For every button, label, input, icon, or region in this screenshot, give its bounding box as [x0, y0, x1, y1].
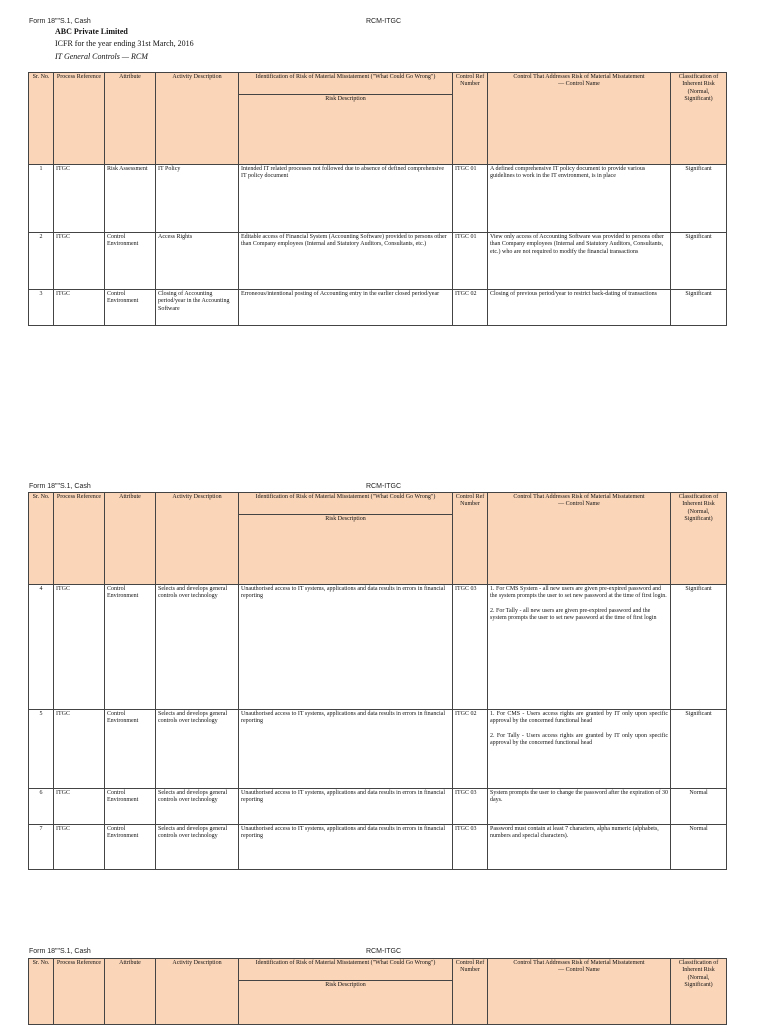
row-process: ITGC	[54, 165, 105, 233]
row-attribute: Control Environment	[105, 233, 156, 290]
table-row	[29, 233, 727, 290]
header-activity: Activity Description	[156, 959, 239, 1025]
row-activity: Access Rights	[156, 233, 239, 290]
header-control-ref: Control Ref Number	[453, 959, 488, 1025]
header-control-name: — Control Name	[558, 501, 600, 508]
table-row	[29, 825, 727, 870]
row-sr: 5	[29, 710, 54, 789]
row-activity: Selects and develops general controls over technology	[156, 585, 239, 710]
header-risk-desc: Risk Description	[239, 95, 453, 165]
rcm-table-1	[28, 72, 727, 326]
header-classification: Classification of Inherent Risk (Normal, Significant)	[671, 959, 727, 1025]
row-activity: IT Policy	[156, 165, 239, 233]
header-risk-group: Identification of Risk of Material Misstatement ("What Could Go Wrong")	[239, 73, 453, 95]
header-control	[488, 493, 671, 585]
row-risk: Unauthorised access to IT systems, applications and data results in errors in financial reporting	[239, 585, 453, 710]
row-sr: 1	[29, 165, 54, 233]
header-control-name: — Control Name	[558, 81, 600, 88]
report-period: ICFR for the year ending 31st March, 2016	[55, 39, 194, 48]
row-classification: Significant	[671, 233, 727, 290]
row-process: ITGC	[54, 710, 105, 789]
header-control-group: Control That Addresses Risk of Material Misstatement	[513, 74, 645, 80]
header-process-ref: Process Reference	[54, 73, 105, 165]
header-control	[488, 73, 671, 165]
control-para: Closing of previous period/year to restrict back-dating of transactions	[490, 291, 657, 297]
row-activity: Selects and develops general controls over technology	[156, 710, 239, 789]
control-para: Password must contain at least 7 characters, alpha numeric (alphabets, numbers and special characters).	[490, 826, 659, 840]
header-attribute: Attribute	[105, 493, 156, 585]
control-para: A defined comprehensive IT policy document to provide various guidelines to work in the IT environment, is in place	[490, 166, 646, 180]
row-classification: Normal	[671, 789, 727, 825]
header-attribute: Attribute	[105, 959, 156, 1025]
header-risk-desc: Risk Description	[239, 515, 453, 585]
header-risk-group: Identification of Risk of Material Misstatement ("What Could Go Wrong")	[239, 493, 453, 515]
row-control	[488, 290, 671, 326]
row-process: ITGC	[54, 290, 105, 326]
company-name: ABC Private Limited	[55, 27, 128, 36]
table-row	[29, 585, 727, 710]
header-risk-desc: Risk Description	[239, 981, 453, 1025]
table-header-row	[29, 73, 727, 95]
row-attribute: Control Environment	[105, 789, 156, 825]
row-control	[488, 789, 671, 825]
row-classification: Significant	[671, 165, 727, 233]
row-classification: Significant	[671, 585, 727, 710]
row-risk: Erroneous/intentional posting of Accounting entry in the earlier closed period/year	[239, 290, 453, 326]
doc-code: RCM-ITGC	[366, 18, 401, 25]
table-header-row	[29, 493, 727, 515]
row-classification: Normal	[671, 825, 727, 870]
rcm-table-2	[28, 492, 727, 870]
row-process: ITGC	[54, 825, 105, 870]
form-label: Form 18""S.1, Cash	[29, 18, 91, 25]
row-ref: ITGC 02	[453, 290, 488, 326]
table-row	[29, 165, 727, 233]
header-attribute: Attribute	[105, 73, 156, 165]
header-process-ref: Process Reference	[54, 959, 105, 1025]
control-para: 1. For CMS - Users access rights are granted by IT only upon specific approval by the concerned functional head	[490, 711, 668, 725]
table-row	[29, 290, 727, 326]
header-activity: Activity Description	[156, 493, 239, 585]
header-sr-no: Sr. No.	[29, 493, 54, 585]
row-sr: 6	[29, 789, 54, 825]
row-sr: 7	[29, 825, 54, 870]
row-risk: Intended IT related processes not followed due to absence of defined comprehensive IT policy document	[239, 165, 453, 233]
row-attribute: Control Environment	[105, 710, 156, 789]
row-sr: 4	[29, 585, 54, 710]
row-risk: Unauthorised access to IT systems, applications and data results in errors in financial reporting	[239, 789, 453, 825]
row-ref: ITGC 03	[453, 585, 488, 710]
row-control	[488, 165, 671, 233]
row-attribute: Control Environment	[105, 825, 156, 870]
row-ref: ITGC 03	[453, 789, 488, 825]
header-control-group: Control That Addresses Risk of Material Misstatement	[513, 494, 645, 500]
row-risk: Editable access of Financial System (Accounting Software) provided to persons other than Company employees (Internal and Statutory Auditors, Consultants, etc.)	[239, 233, 453, 290]
control-para: 1. For CMS System - all new users are given pre-expired password and the system prompts the user to set new password at the time of first login.	[490, 586, 667, 600]
header-control-name: — Control Name	[558, 967, 600, 974]
row-control	[488, 585, 671, 710]
table-row	[29, 710, 727, 789]
control-para: 2. For Tally - Users access rights are granted by IT only upon specific approval by the concerned functional head	[490, 732, 668, 746]
row-ref: ITGC 01	[453, 233, 488, 290]
header-control-ref: Control Ref Number	[453, 493, 488, 585]
table-row	[29, 789, 727, 825]
header-control-ref: Control Ref Number	[453, 73, 488, 165]
row-attribute: Control Environment	[105, 290, 156, 326]
row-ref: ITGC 02	[453, 710, 488, 789]
header-sr-no: Sr. No.	[29, 959, 54, 1025]
row-ref: ITGC 03	[453, 825, 488, 870]
row-attribute: Risk Assessment	[105, 165, 156, 233]
doc-code: RCM-ITGC	[366, 948, 401, 955]
row-risk: Unauthorised access to IT systems, applications and data results in errors in financial reporting	[239, 710, 453, 789]
control-para: 2. For Tally - all new users are given pre-expired password and the system prompts the user to set new password at the time of first login	[490, 607, 657, 621]
form-label: Form 18""S.1, Cash	[29, 948, 91, 955]
row-process: ITGC	[54, 233, 105, 290]
row-classification: Significant	[671, 710, 727, 789]
header-control	[488, 959, 671, 1025]
row-control	[488, 233, 671, 290]
row-process: ITGC	[54, 585, 105, 710]
header-control-group: Control That Addresses Risk of Material Misstatement	[513, 960, 645, 966]
form-label: Form 18""S.1, Cash	[29, 483, 91, 490]
header-process-ref: Process Reference	[54, 493, 105, 585]
header-activity: Activity Description	[156, 73, 239, 165]
rcm-table-3	[28, 958, 727, 1025]
row-activity: Selects and develops general controls over technology	[156, 789, 239, 825]
row-risk: Unauthorised access to IT systems, applications and data results in errors in financial reporting	[239, 825, 453, 870]
section-title: IT General Controls — RCM	[55, 52, 148, 61]
row-activity: Selects and develops general controls over technology	[156, 825, 239, 870]
row-sr: 2	[29, 233, 54, 290]
row-process: ITGC	[54, 789, 105, 825]
header-risk-group: Identification of Risk of Material Misstatement ("What Could Go Wrong")	[239, 959, 453, 981]
table-header-row	[29, 959, 727, 981]
row-ref: ITGC 01	[453, 165, 488, 233]
row-classification: Significant	[671, 290, 727, 326]
row-attribute: Control Environment	[105, 585, 156, 710]
row-control	[488, 825, 671, 870]
doc-code: RCM-ITGC	[366, 483, 401, 490]
row-control	[488, 710, 671, 789]
header-sr-no: Sr. No.	[29, 73, 54, 165]
control-para: System prompts the user to change the password after the expiration of 30 days.	[490, 790, 668, 804]
header-classification: Classification of Inherent Risk (Normal, Significant)	[671, 493, 727, 585]
control-para: View only access of Accounting Software was provided to persons other than Company employees (Internal and Statutory Auditors, Consultants, etc.) who are not required to modify the financial transactions	[490, 234, 664, 255]
row-activity: Closing of Accounting period/year in the Accounting Software	[156, 290, 239, 326]
header-classification: Classification of Inherent Risk (Normal, Significant)	[671, 73, 727, 165]
row-sr: 3	[29, 290, 54, 326]
